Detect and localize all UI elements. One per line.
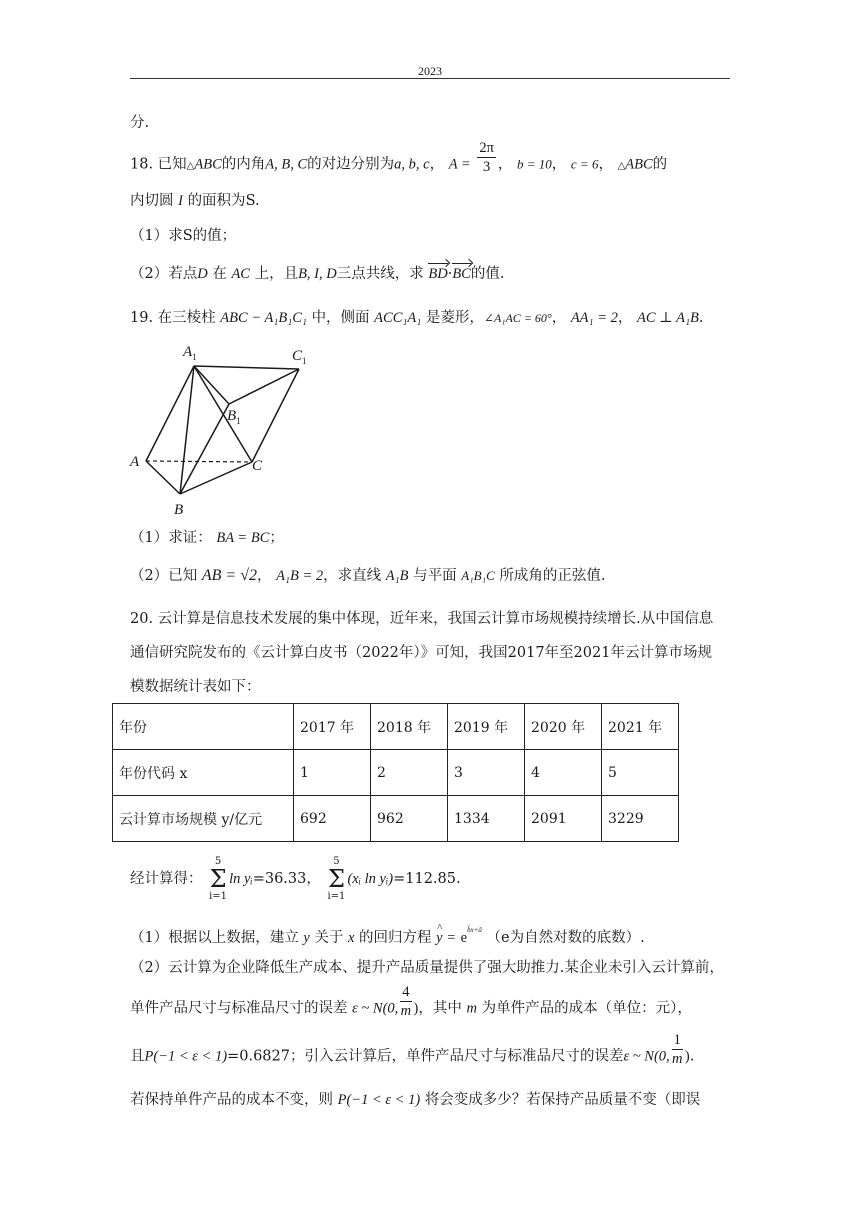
table-header-cell: 2020 年: [525, 704, 602, 750]
q18-angle-fraction: $\frac{2\pi}{3}$: [479, 140, 494, 175]
q20-part2-line2: 单件产品尺寸与标准品尺寸的误差 ε ~ N(0, $\frac{4}{m}$ )，其中 m 为单件产品的成本（单位：元），: [130, 984, 692, 1019]
table-cell: 5: [602, 750, 679, 796]
table-cell: 1: [294, 750, 371, 796]
q20-line1: 20. 云计算是信息技术发展的集中体现，近年来，我国云计算市场规模持续增长.从中国信息: [130, 611, 714, 627]
q20-part2-line4: 若保持单件产品的成本不变，则 P(−1 < ε < 1) 将会变成多少？若保持产品质量不变（即误: [130, 1092, 701, 1108]
table-cell: 962: [371, 796, 448, 842]
vector-bc: BC: [452, 266, 471, 282]
previous-question-tail: 分.: [130, 115, 150, 131]
table-row: [113, 796, 679, 842]
q20-part2-line1: （2）云计算为企业降低生产成本、提升产品质量提供了强大助推力.某企业未引入云计算前，: [130, 960, 724, 976]
prism-figure: [124, 338, 324, 523]
q20-part1: （1）根据以上数据，建立 y 关于 x 的回归方程 ^ $y = e^{b̂x+â}$ （e为自然对数的底数）.: [130, 920, 645, 948]
q19-part1: （1）求证： BA = BC；: [130, 530, 284, 546]
table-cell: 2: [371, 750, 448, 796]
label-c1: $C_1$: [292, 348, 307, 366]
header-rule: [130, 78, 730, 79]
table-cell: 年份代码 x: [113, 750, 294, 796]
q19-part2: （2）已知 AB = √2， A₁B = 2，求直线 A₁B 与平面 A₁B₁C 所成角的正弦值.: [130, 567, 606, 584]
table-header-cell: 2019 年: [448, 704, 525, 750]
sum-symbol: 5 Σ i=1: [327, 856, 346, 902]
q20-calc-line: 经计算得： 5 Σ i=1 ln yᵢ=36.33， 5 Σ i=1 (xᵢ ln yᵢ)=112.85.: [130, 856, 461, 902]
vector-bd: BD: [428, 266, 448, 282]
q18-line1: 18. 已知△ABC的内角A, B, C的对边分别为a, b, c， A = $\frac{2\pi}{3}$ ， b = 10， c = 6， △ABC的: [130, 140, 668, 175]
q18-number: 18.: [130, 156, 154, 173]
edge-b-b1: [180, 404, 229, 494]
q20-line2: 通信研究院发布的《云计算白皮书（2022年）》可知，我国2017年至2021年云计算市场规: [130, 645, 712, 661]
edge-c-c1: [252, 369, 299, 462]
q18-part2: （2）若点D 在 AC 上，且B, I, D三点共线，求 BD·BC的值.: [130, 266, 505, 282]
table-cell: 1334: [448, 796, 525, 842]
label-b: B: [174, 502, 184, 518]
header-year: 2023: [418, 64, 442, 78]
q19-number: 19.: [130, 310, 154, 326]
q20-line3: 模数据统计表如下：: [130, 679, 261, 695]
edge-b1-c1: [229, 369, 299, 404]
table-row: [113, 704, 679, 750]
edge-a1-b1: [194, 366, 229, 404]
market-size-table: [112, 703, 679, 842]
edge-b-c: [180, 462, 252, 494]
table-cell: 3: [448, 750, 525, 796]
table-header-cell: 2017 年: [294, 704, 371, 750]
edge-a1-b: [180, 366, 194, 494]
table-cell: 2091: [525, 796, 602, 842]
table-cell: 692: [294, 796, 371, 842]
variance-fraction: $\frac{1}{m}$: [672, 1032, 683, 1067]
label-a1: $A_1$: [183, 344, 197, 362]
edge-a1-c: [194, 366, 252, 462]
sum-symbol: 5 Σ i=1: [209, 856, 228, 902]
edge-a-c-hidden: [146, 461, 252, 462]
variance-fraction: $\frac{4}{m}$: [400, 984, 412, 1019]
q18-line2: 内切圆 I 的面积为S.: [130, 193, 260, 209]
table-cell: 云计算市场规模 y/亿元: [113, 796, 294, 842]
q19-line1: 19. 在三棱柱 ABC − A₁B₁C₁ 中，侧面 ACC₁A₁ 是菱形，∠A₁AC = 60°， AA₁ = 2， AC ⊥ A₁B.: [130, 310, 704, 326]
label-a: A: [130, 454, 140, 470]
label-b1: $B_1$: [227, 408, 241, 426]
table-cell: 4: [525, 750, 602, 796]
table-header-cell: 2021 年: [602, 704, 679, 750]
q20-part2-line3: 且P(−1 < ε < 1)=0.6827；引入云计算后，单件产品尺寸与标准品尺寸的误差ε ~ N(0, $\frac{1}{m}$ ).: [130, 1032, 695, 1067]
table-row: [113, 750, 679, 796]
q20-number: 20.: [130, 611, 154, 627]
table-cell: 3229: [602, 796, 679, 842]
q18-part1: （1）求S的值；: [130, 228, 237, 244]
edge-a-b: [146, 461, 180, 494]
edge-a1-c1: [194, 366, 299, 369]
table-header-cell: 2018 年: [371, 704, 448, 750]
edge-a-a1: [146, 366, 194, 461]
label-c: C: [252, 458, 263, 474]
table-header-cell: 年份: [113, 704, 294, 750]
